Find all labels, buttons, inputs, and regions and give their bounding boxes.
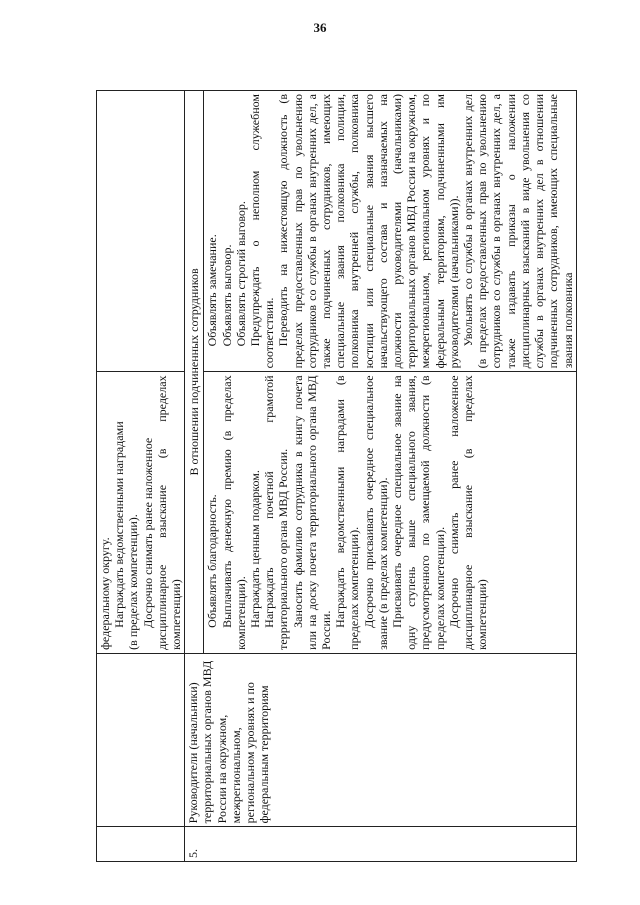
prev-role-cell: [97, 653, 185, 826]
incentive-item: Выплачивать денежную премию (в пределах компетенции).: [219, 375, 248, 650]
incentive-item: Досрочно присваивать очередное специальное звание (в пределах компетенции).: [361, 375, 390, 650]
incentive-item: Заносить фамилию сотрудника в книгу почета или на доску почета территориального органа МВД России.: [290, 375, 334, 650]
prev-line: Награждать ведомственными наградами: [112, 421, 127, 628]
penalty-item: Объявлять замечание.: [205, 234, 220, 347]
row-body: [185, 91, 576, 654]
prev-line: (в пределах компетенции).: [126, 514, 141, 650]
row-number: 5.: [185, 827, 576, 862]
prev-incentives-cell: [97, 372, 185, 653]
row-inner-table: [204, 91, 575, 653]
table-row-previous: [97, 91, 185, 862]
incentive-item: Досрочно снимать ранее наложенное дисциплинарное взыскание (в пределах компетенции): [446, 375, 490, 650]
incentive-item: Награждать ценным подарком.: [248, 470, 263, 628]
prev-num-cell: [97, 827, 185, 862]
prev-line: федеральному округу.: [98, 537, 112, 650]
incentive-item: Награждать почетной грамотой территориального органа МВД России.: [262, 375, 291, 650]
prev-line: Досрочно снимать ранее наложенное: [140, 437, 155, 628]
penalty-item: Объявлять выговор.: [219, 244, 234, 347]
page-number: 36: [313, 20, 327, 35]
penalties-cell: [204, 91, 575, 372]
authority-table: [96, 90, 577, 862]
rotated-table-container: [96, 90, 575, 862]
incentive-item: Присваивать очередное специальное звание на одну ступень выше специального звания, предусмотренного по замещаемой должности (в пределах компетенции).: [390, 375, 447, 650]
incentive-item: Награждать ведомственными наградами (в пределах компетенции).: [333, 375, 362, 650]
penalty-item: Переводить на нижестоящую должность (в пределах предоставленных прав по увольнению сотрудников со службы в органах внутренних дел, а также подчиненных сотрудников, имеющих специальные звания полковника полиции, полковника внутренней службы, полковника юстиции или специальные звания высшего начальствующего состава и назначаемых на должности руководителями (начальниками) территориальных органов МВД России на окружном, межрегиональном, региональном уровнях и по федеральным территориям, подчиненными им руководителями (начальниками)).: [276, 94, 461, 369]
incentives-cell: [204, 372, 575, 653]
section-header: В отношении подчиненных сотрудников: [185, 91, 204, 653]
penalty-item: Увольнять со службы в органах внутренних дел (в пределах предоставленных прав по увольнению сотрудников со службы в органах внутренних дел, а также издавать приказы о наложении дисциплинарных взысканий в виде увольнения со службы в органах внутренних дел в отношении подчиненных сотрудников, имеющих специальные звания полковника: [461, 94, 575, 369]
penalty-item: Предупреждать о неполном служебном соответствии.: [248, 94, 277, 369]
table-row-5: [185, 91, 576, 862]
row-inner: [204, 91, 575, 653]
incentive-item: Объявлять благодарность.: [205, 494, 220, 628]
prev-penalties-cell: [97, 91, 185, 372]
row-role: Руководители (начальники) территориальных органов МВД России на окружном, межрегиональном, региональном уровнях и по федеральным территориям: [185, 653, 576, 826]
prev-line: дисциплинарное взыскание (в пределах компетенции): [154, 375, 184, 650]
penalty-item: Объявлять строгий выговор.: [233, 201, 248, 347]
